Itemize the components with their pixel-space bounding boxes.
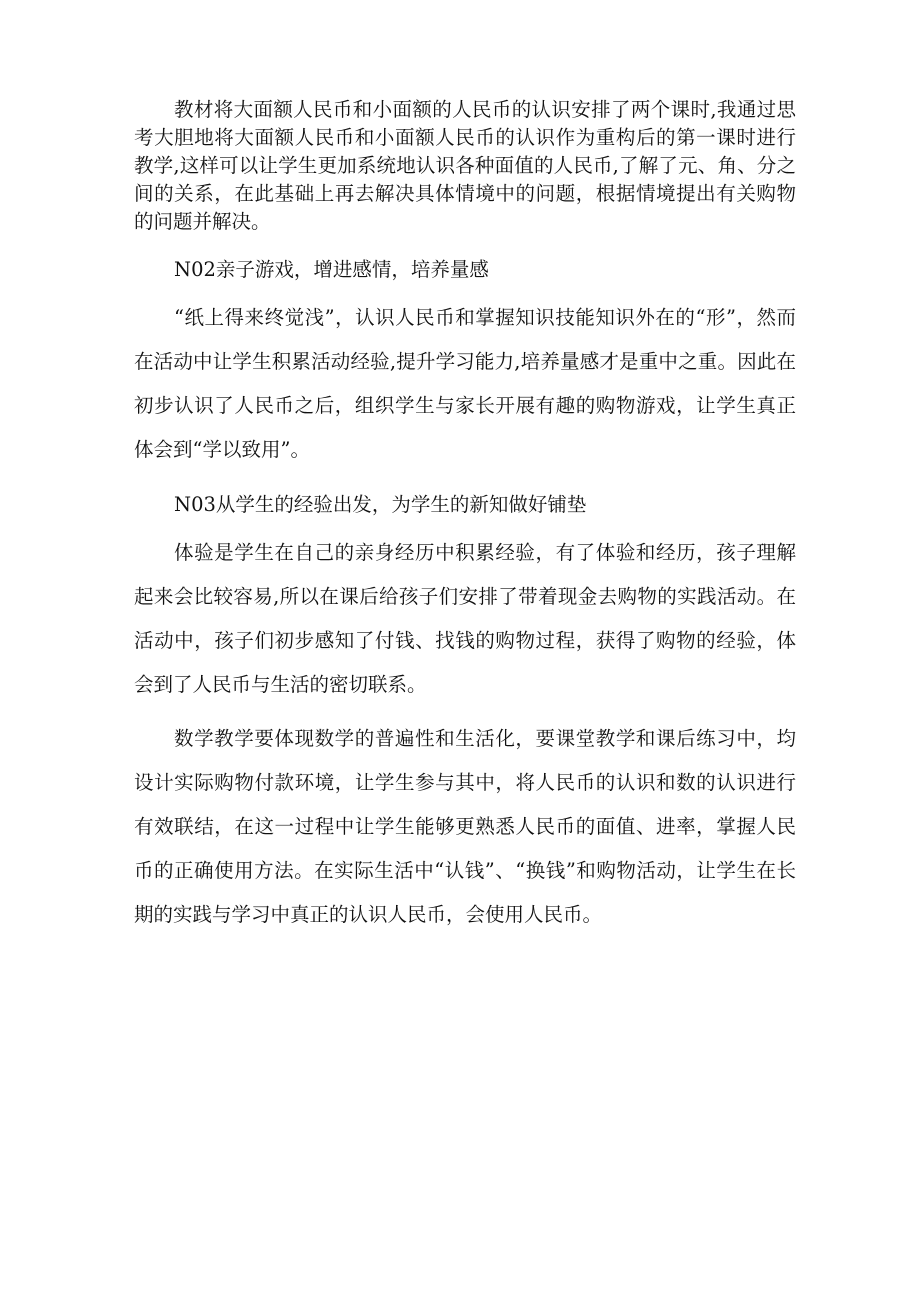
document-body: [134, 96, 796, 937]
section-heading-student-experience: N03从学生的经验出发，为学生的新知做好铺垫: [174, 493, 587, 516]
paragraph-textbook-arrangement: 教材将大面额人民币和小面额的人民币的认识安排了两个课时,我通过思考大胆地将大面额人民币和小面额人民币的认识作为重构后的第一课时进行教学,这样可以让学生更加系统地认识各种面值的人民币,了解了元、角、分之间的关系，在此基础上再去解决具体情境中的问题，根据情境提出有关购物的问题并解决。: [134, 98, 796, 233]
paragraph-parent-child-game: “纸上得来终觉浅”，认识人民币和掌握知识技能知识外在的“形”，然而在活动中让学生积累活动经验,提升学习能力,培养量感才是重中之重。因此在初步认识了人民币之后，组织学生与家长开展有趣的购物游戏，让学生真正体会到“学以致用”。: [134, 305, 796, 461]
paragraph-student-experience: 体验是学生在自己的亲身经历中积累经验，有了体验和经历，孩子理解起来会比较容易,所以在课后给孩子们安排了带着现金去购物的实践活动。在活动中，孩子们初步感知了付钱、找钱的购物过程，获得了购物的经验，体会到了人民币与生活的密切联系。: [134, 541, 796, 696]
section-heading-parent-child-game: N02亲子游戏，增进感情，培养量感: [174, 257, 489, 281]
paragraph-math-teaching: 数学教学要体现数学的普遍性和生活化，要课堂教学和课后练习中，均设计实际购物付款环境，让学生参与其中，将人民币的认识和数的认识进行有效联结，在这一过程中让学生能够更熟悉人民币的面值、进率，掌握人民币的正确使用方法。在实际生活中“认钱”、“换钱”和购物活动，让学生在长期的实践与学习中真正的认识人民币，会使用人民币。: [134, 727, 796, 926]
